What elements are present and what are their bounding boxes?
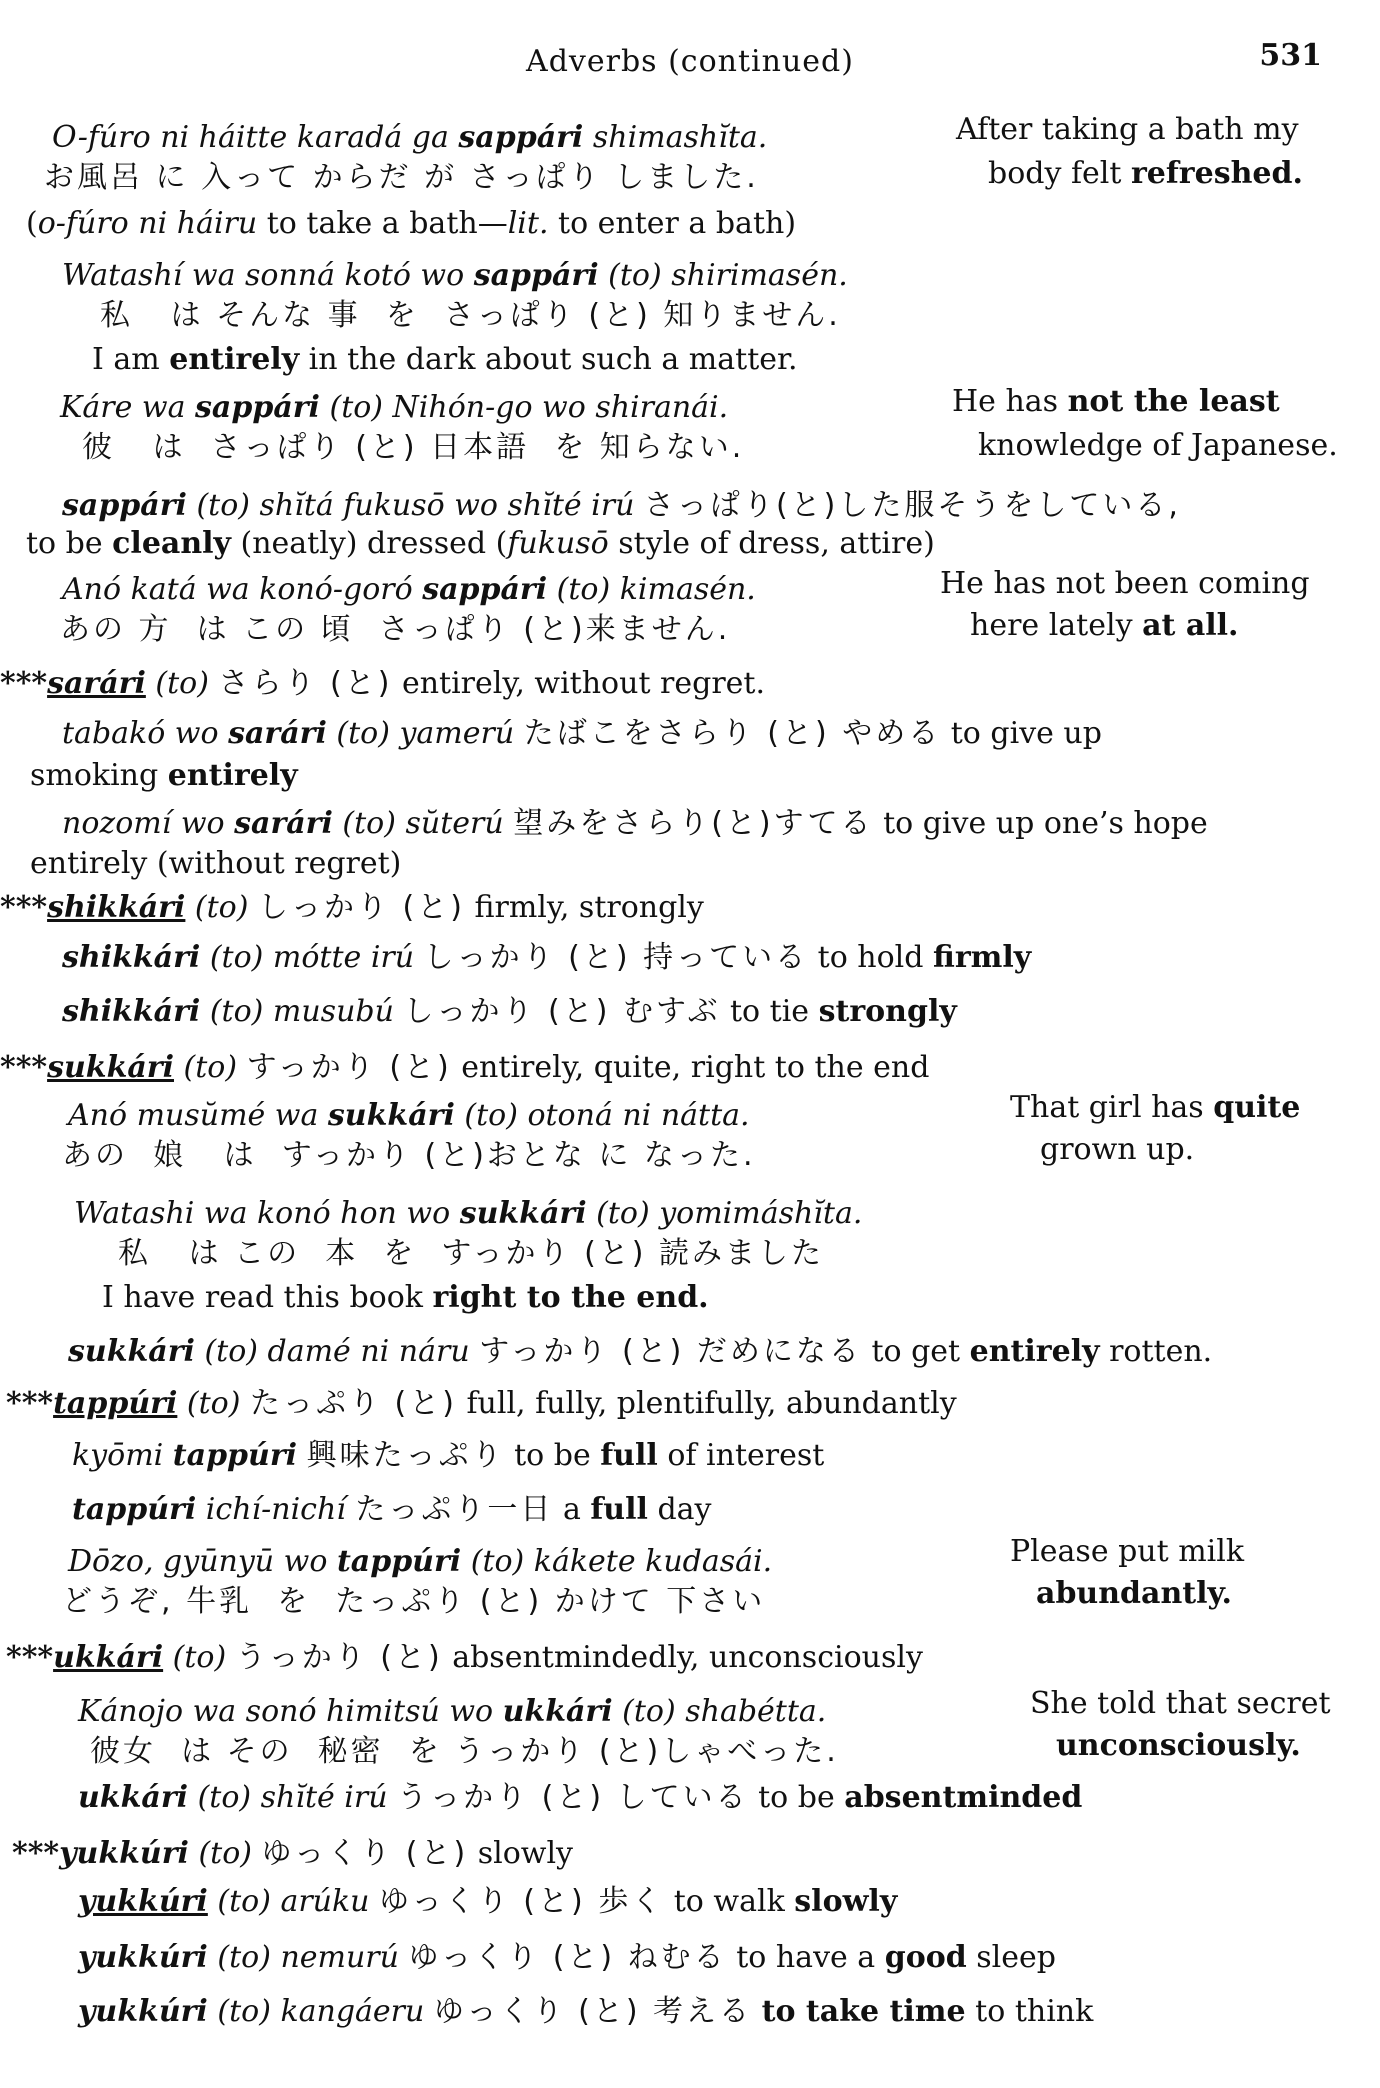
entry-line xyxy=(62,940,1031,976)
text-run: shimashĭta. xyxy=(583,120,768,155)
text-run: She told that secret xyxy=(1030,1686,1331,1721)
text-run: quite xyxy=(1213,1090,1301,1125)
text-run: sukkári xyxy=(68,1334,195,1369)
entry-line xyxy=(0,666,765,702)
translation-line xyxy=(940,566,1310,602)
text-run: to have a xyxy=(726,1940,885,1975)
page-title: Adverbs (continued) xyxy=(526,44,854,79)
text-run: (to) kákete kudasái. xyxy=(461,1544,773,1579)
text-run: yukkúri xyxy=(78,1884,208,1919)
text-run: うっかり (と) している xyxy=(397,1780,749,1815)
text-run: to give up xyxy=(941,716,1102,751)
entry-line xyxy=(68,1098,750,1134)
text-run: (to) shĭtá fukusō wo shĭté irú xyxy=(186,488,644,523)
text-run: knowledge of Japanese. xyxy=(978,428,1338,463)
text-run: shikkári xyxy=(47,890,186,925)
entry-line xyxy=(60,612,730,648)
text-run: *** xyxy=(0,666,48,701)
text-run: あの 方 は この 頃 さっぱり (と)来ません. xyxy=(60,612,731,647)
text-run: (to) kangáeru xyxy=(207,1994,434,2029)
text-run: (to) kimasén. xyxy=(547,572,756,607)
entry-line xyxy=(6,1640,923,1676)
text-run: Watashí wa sonná kotó wo xyxy=(62,258,474,293)
translation-line xyxy=(1030,1686,1331,1722)
translation-line xyxy=(1056,1728,1301,1764)
entry-line xyxy=(100,298,841,334)
entry-line xyxy=(62,258,848,294)
text-run: (to) xyxy=(177,1386,250,1421)
text-run: in the dark about such a matter. xyxy=(299,342,798,377)
entry-line xyxy=(62,806,1208,842)
text-run: rotten. xyxy=(1099,1334,1213,1369)
text-run: sappári xyxy=(473,258,599,293)
text-run: Kánojo wa sonó himitsú wo xyxy=(78,1694,503,1729)
text-run: fukusō xyxy=(507,526,609,561)
text-run: さらり (と) xyxy=(218,666,393,701)
entry-line xyxy=(78,1884,897,1920)
text-run: to be xyxy=(748,1780,845,1815)
text-run: たばこをさらり (と) やめる xyxy=(523,716,942,751)
text-run: kyōmi xyxy=(72,1438,173,1473)
text-run: あの 娘 は すっかり (と)おとな に なった. xyxy=(62,1138,756,1173)
text-run: to be xyxy=(26,526,113,561)
entry-line xyxy=(92,342,798,378)
text-run: (neatly) dressed ( xyxy=(230,526,508,561)
text-run: (to) mótte irú xyxy=(200,940,424,975)
entry-line xyxy=(90,1734,839,1770)
text-run: sappári xyxy=(195,390,320,425)
entry-line xyxy=(52,120,767,156)
text-run: *** xyxy=(0,1050,48,1085)
text-run: to take time xyxy=(761,1994,966,2029)
text-run: sappári xyxy=(422,572,548,607)
text-run: here lately xyxy=(970,608,1143,643)
text-run xyxy=(752,1994,762,2029)
page-header xyxy=(0,44,1380,79)
text-run: (to) nemurú xyxy=(207,1940,409,1975)
text-run: to be xyxy=(504,1438,601,1473)
text-run: full xyxy=(600,1438,658,1473)
text-run: sappári xyxy=(62,488,187,523)
text-run: tabakó wo xyxy=(62,716,229,751)
text-run: slowly xyxy=(468,1836,573,1871)
text-run: (to) shabétta. xyxy=(612,1694,827,1729)
entry-line xyxy=(30,758,298,794)
text-run: ゆっくり (と) ねむる xyxy=(408,1940,727,1975)
text-run: good xyxy=(884,1940,967,1975)
entry-line xyxy=(62,488,1181,524)
text-run: entirely, quite, right to the end xyxy=(451,1050,930,1085)
text-run: o-fúro ni háiru xyxy=(37,206,258,241)
text-run: (to) shĭté irú xyxy=(188,1780,398,1815)
entry-line xyxy=(62,716,1102,752)
text-run: (to) arúku xyxy=(207,1884,380,1919)
text-run: ゆっくり (と) 考える xyxy=(433,1994,753,2029)
text-run xyxy=(297,1438,307,1473)
text-run: 私 は そんな 事 を さっぱり (と) 知りません. xyxy=(100,298,841,333)
text-run: day xyxy=(647,1492,712,1527)
text-run: (to) otoná ni nátta. xyxy=(454,1098,750,1133)
text-run: sukkári xyxy=(47,1050,174,1085)
text-run: (to) damé ni náru xyxy=(194,1334,480,1369)
text-run: ( xyxy=(26,206,38,241)
text-run: style of dress, attire) xyxy=(608,526,935,561)
text-run: refreshed. xyxy=(1131,156,1303,191)
entry-line xyxy=(0,1050,929,1086)
text-run: I have read this book xyxy=(102,1280,433,1315)
text-run: to walk xyxy=(664,1884,795,1919)
text-run: お風呂 に 入って からだ が さっぱり しました. xyxy=(44,160,759,195)
text-run: (to) Nihón-go wo shiranái. xyxy=(319,390,729,425)
translation-line xyxy=(1010,1090,1300,1126)
text-run: not the least xyxy=(1067,384,1280,419)
text-run: abundantly. xyxy=(1036,1576,1232,1611)
text-run: しっかり (と) 持っている xyxy=(423,940,809,975)
entry-line xyxy=(68,1334,1212,1370)
text-run: entirely, without regret. xyxy=(392,666,766,701)
entry-line xyxy=(78,1994,1093,2030)
text-run: sukkári xyxy=(459,1196,587,1231)
text-run: slowly xyxy=(794,1884,898,1919)
text-run: *** xyxy=(12,1836,60,1871)
text-run: to tie xyxy=(720,994,819,1029)
text-run: 私 は この 本 を すっかり (と) 読みました xyxy=(118,1236,825,1271)
text-run: Anó katá wa konó-goró xyxy=(62,572,423,607)
text-run: tappúri xyxy=(53,1386,178,1421)
entry-line xyxy=(118,1236,824,1272)
entry-line xyxy=(78,1940,1056,1976)
entry-line xyxy=(102,1280,709,1316)
text-run: Watashi wa konó hon wo xyxy=(74,1196,460,1231)
text-run: (to) xyxy=(188,1836,262,1871)
text-run: 望みをさらり(と)すてる xyxy=(513,806,874,841)
text-run: firmly xyxy=(933,940,1032,975)
text-run: ukkári xyxy=(78,1780,189,1815)
entry-line xyxy=(62,1584,765,1620)
text-run: O-fúro ni háitte karadá ga xyxy=(52,120,459,155)
text-run: smoking xyxy=(30,758,168,793)
text-run: full xyxy=(590,1492,648,1527)
entry-line xyxy=(62,1138,756,1174)
text-run: entirely xyxy=(167,758,298,793)
text-run: at all. xyxy=(1142,608,1239,643)
entry-line xyxy=(78,1780,1082,1816)
entry-line xyxy=(74,1196,862,1232)
text-run: cleanly xyxy=(112,526,231,561)
text-run: Dōzo, gyūnyū wo xyxy=(68,1544,337,1579)
text-run: sappári xyxy=(458,120,584,155)
page-number: 531 xyxy=(1259,38,1322,73)
entry-line xyxy=(72,1492,711,1528)
text-run: 彼女 は その 秘密 を うっかり (と)しゃべった. xyxy=(90,1734,839,1769)
text-run: yukkúri xyxy=(59,1836,189,1871)
text-run: さっぱり(と)した服そうをしている, xyxy=(643,488,1181,523)
text-run: sarári xyxy=(47,666,146,701)
text-run: Káre wa xyxy=(60,390,196,425)
text-run: すっかり (と) だめになる xyxy=(479,1334,862,1369)
text-run: strongly xyxy=(818,994,957,1029)
text-run: どうぞ, 牛乳 を たっぷり (と) かけて 下さい xyxy=(62,1584,766,1619)
text-run: entirely xyxy=(969,1334,1100,1369)
entry-line xyxy=(0,890,704,926)
text-run: (to) xyxy=(174,1050,247,1085)
entry-line xyxy=(30,846,401,882)
entry-line xyxy=(78,1694,826,1730)
text-run: うっかり (と) xyxy=(235,1640,443,1675)
text-run: sleep xyxy=(966,1940,1056,1975)
text-run: (to) yamerú xyxy=(326,716,524,751)
text-run: I am xyxy=(92,342,170,377)
text-run: (to) shirimasén. xyxy=(598,258,848,293)
text-run: full, fully, plentifully, abundantly xyxy=(456,1386,957,1421)
text-run: sarári xyxy=(234,806,333,841)
text-run: しっかり (と) xyxy=(258,890,465,925)
text-run: すっかり (と) xyxy=(246,1050,452,1085)
entry-line xyxy=(72,1438,824,1474)
text-run: to hold xyxy=(808,940,934,975)
text-run: tappúri xyxy=(336,1544,462,1579)
text-run: to take a bath— xyxy=(257,206,508,241)
text-run: firmly, strongly xyxy=(464,890,704,925)
text-run: Anó musŭmé wa xyxy=(68,1098,328,1133)
entry-line xyxy=(62,994,957,1030)
text-run: entirely (without regret) xyxy=(30,846,402,881)
text-run: He has not been coming xyxy=(940,566,1310,601)
text-run: ゆっくり (と) 歩く xyxy=(379,1884,665,1919)
text-run: (to) sŭterú xyxy=(332,806,514,841)
text-run: (to) yomimáshĭta. xyxy=(586,1196,863,1231)
translation-line xyxy=(988,156,1303,192)
text-run: After taking a bath my xyxy=(956,112,1299,147)
text-run: Please put milk xyxy=(1010,1534,1245,1569)
text-run: nozomí wo xyxy=(62,806,235,841)
translation-line xyxy=(970,608,1239,644)
text-run: tappúri xyxy=(72,1492,197,1527)
entry-line xyxy=(12,1836,573,1872)
text-run: (to) xyxy=(163,1640,236,1675)
text-run: yukkúri xyxy=(78,1994,208,2029)
translation-line xyxy=(956,112,1299,148)
text-run: *** xyxy=(6,1640,54,1675)
text-run: 彼 は さっぱり (と) 日本語 を 知らない. xyxy=(82,430,745,465)
entry-line xyxy=(82,430,744,466)
text-run: entirely xyxy=(169,342,300,377)
text-run: to think xyxy=(965,1994,1094,2029)
text-run: たっぷり (と) xyxy=(249,1386,457,1421)
text-run: to get xyxy=(861,1334,970,1369)
translation-line xyxy=(1010,1534,1244,1570)
text-run: しっかり (と) むすぶ xyxy=(403,994,721,1029)
text-run: 興味たっぷり xyxy=(306,1438,505,1473)
entry-line xyxy=(6,1386,957,1422)
entry-line xyxy=(26,206,796,242)
text-run: He has xyxy=(952,384,1068,419)
entry-line xyxy=(44,160,759,196)
translation-line xyxy=(978,428,1338,464)
text-run: absentmindedly, unconsciously xyxy=(442,1640,923,1675)
text-run: *** xyxy=(6,1386,54,1421)
text-run: yukkúri xyxy=(78,1940,208,1975)
text-run: body felt xyxy=(988,156,1131,191)
text-run: (to) xyxy=(185,890,258,925)
text-run: a xyxy=(553,1492,591,1527)
text-run: ichí-nichí xyxy=(196,1492,356,1527)
text-run: to give up one’s hope xyxy=(873,806,1208,841)
text-run: ゆっくり (と) xyxy=(261,1836,469,1871)
text-run: ukkári xyxy=(53,1640,164,1675)
text-run: absentminded xyxy=(844,1780,1083,1815)
text-run: sukkári xyxy=(327,1098,455,1133)
text-run: tappúri xyxy=(172,1438,298,1473)
translation-line xyxy=(952,384,1280,420)
text-run: (to) xyxy=(145,666,219,701)
text-run: That girl has xyxy=(1010,1090,1214,1125)
text-run: lit. xyxy=(507,206,549,241)
entry-line xyxy=(62,572,756,608)
translation-line xyxy=(1040,1132,1194,1168)
text-run: to enter a bath) xyxy=(548,206,797,241)
entry-line xyxy=(60,390,728,426)
text-run: grown up. xyxy=(1040,1132,1195,1167)
entry-line xyxy=(26,526,935,562)
text-run: shikkári xyxy=(62,940,201,975)
text-run: right to the end. xyxy=(432,1280,709,1315)
text-run: shikkári xyxy=(62,994,201,1029)
text-run: (to) musubú xyxy=(200,994,404,1029)
text-run: sarári xyxy=(228,716,327,751)
text-run: of interest xyxy=(657,1438,825,1473)
text-run: unconsciously. xyxy=(1056,1728,1301,1763)
text-run: たっぷり一日 xyxy=(355,1492,554,1527)
text-run: ukkári xyxy=(502,1694,613,1729)
text-run: *** xyxy=(0,890,48,925)
entry-line xyxy=(68,1544,772,1580)
translation-line xyxy=(1036,1576,1232,1612)
